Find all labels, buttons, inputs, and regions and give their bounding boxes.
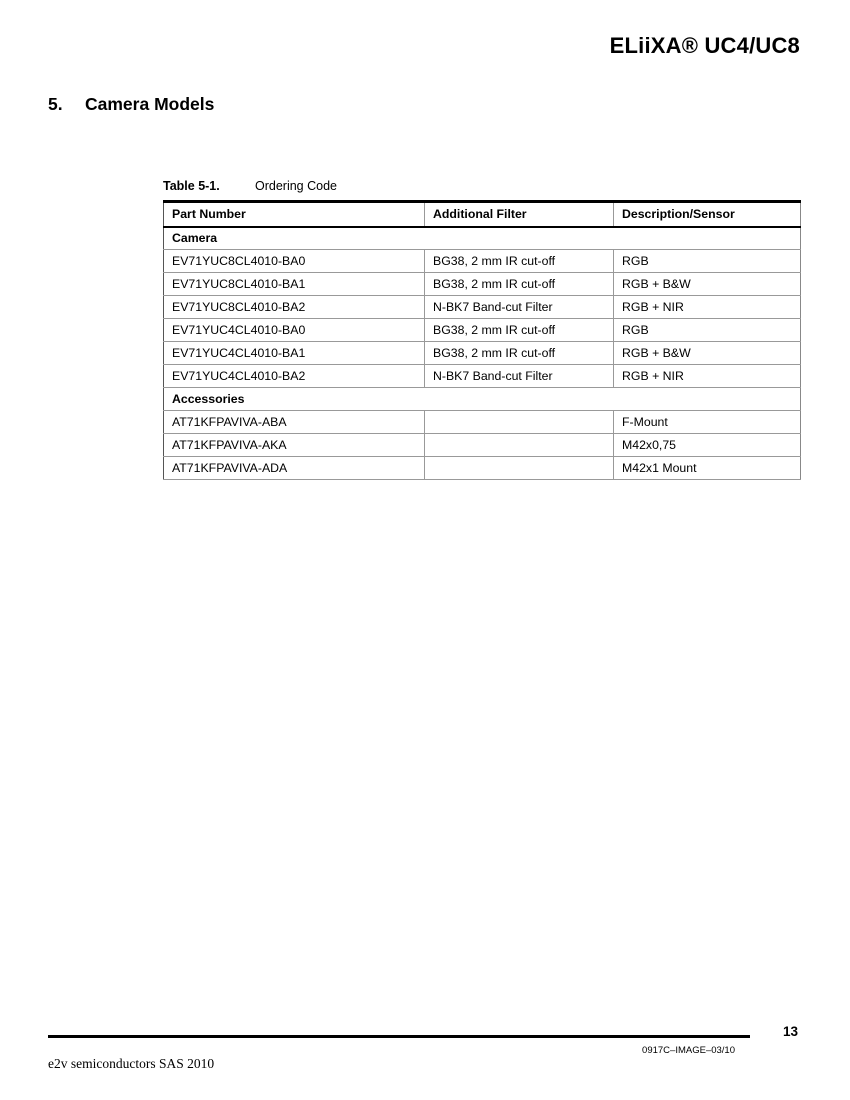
group-label: Camera bbox=[164, 227, 801, 250]
cell-additional-filter bbox=[425, 457, 614, 480]
cell-additional-filter: BG38, 2 mm IR cut-off bbox=[425, 273, 614, 296]
cell-description-sensor: RGB + NIR bbox=[614, 296, 801, 319]
group-header-row-camera bbox=[164, 227, 801, 250]
cell-additional-filter: N-BK7 Band-cut Filter bbox=[425, 296, 614, 319]
cell-description-sensor: RGB + NIR bbox=[614, 365, 801, 388]
footer-rule bbox=[48, 1035, 750, 1038]
table-row bbox=[164, 434, 801, 457]
page-number: 13 bbox=[782, 1024, 798, 1039]
group-header-row-accessories bbox=[164, 388, 801, 411]
cell-additional-filter: BG38, 2 mm IR cut-off bbox=[425, 319, 614, 342]
copyright-line: e2v semiconductors SAS 2010 bbox=[48, 1056, 215, 1071]
cell-description-sensor: M42x1 Mount bbox=[614, 457, 801, 480]
cell-additional-filter: BG38, 2 mm IR cut-off bbox=[425, 250, 614, 273]
section-number: 5. bbox=[48, 94, 63, 114]
cell-part-number: EV71YUC4CL4010-BA2 bbox=[164, 365, 425, 388]
cell-part-number: EV71YUC8CL4010-BA2 bbox=[164, 296, 425, 319]
table-row bbox=[164, 411, 801, 434]
table-row bbox=[164, 342, 801, 365]
cell-additional-filter: N-BK7 Band-cut Filter bbox=[425, 365, 614, 388]
cell-additional-filter: BG38, 2 mm IR cut-off bbox=[425, 342, 614, 365]
cell-description-sensor: F-Mount bbox=[614, 411, 801, 434]
cell-additional-filter bbox=[425, 434, 614, 457]
cell-part-number: EV71YUC8CL4010-BA1 bbox=[164, 273, 425, 296]
cell-part-number: AT71KFPAVIVA-ADA bbox=[164, 457, 425, 480]
cell-description-sensor: M42x0,75 bbox=[614, 434, 801, 457]
ordering-code-table-block bbox=[163, 179, 800, 480]
table-caption-label: Table 5-1. bbox=[163, 179, 220, 193]
table-caption bbox=[163, 179, 800, 193]
header-row bbox=[164, 202, 801, 227]
cell-description-sensor: RGB bbox=[614, 250, 801, 273]
column-header-description-sensor: Description/Sensor bbox=[614, 202, 801, 227]
cell-part-number: AT71KFPAVIVA-ABA bbox=[164, 411, 425, 434]
table-row bbox=[164, 273, 801, 296]
cell-additional-filter bbox=[425, 411, 614, 434]
document-title: ELiiXA® UC4/UC8 bbox=[609, 33, 800, 58]
table-row bbox=[164, 365, 801, 388]
ordering-code-table bbox=[163, 200, 801, 480]
cell-description-sensor: RGB + B&W bbox=[614, 342, 801, 365]
cell-part-number: EV71YUC4CL4010-BA1 bbox=[164, 342, 425, 365]
cell-part-number: AT71KFPAVIVA-AKA bbox=[164, 434, 425, 457]
column-header-part-number: Part Number bbox=[164, 202, 425, 227]
table-caption-title: Ordering Code bbox=[255, 179, 337, 193]
cell-description-sensor: RGB bbox=[614, 319, 801, 342]
table-row bbox=[164, 457, 801, 480]
table-row bbox=[164, 319, 801, 342]
section-heading bbox=[48, 94, 214, 115]
column-header-additional-filter: Additional Filter bbox=[425, 202, 614, 227]
cell-part-number: EV71YUC4CL4010-BA0 bbox=[164, 319, 425, 342]
cell-part-number: EV71YUC8CL4010-BA0 bbox=[164, 250, 425, 273]
section-title: Camera Models bbox=[85, 94, 215, 114]
table-row bbox=[164, 296, 801, 319]
document-code: 0917C–IMAGE–03/10 bbox=[642, 1045, 735, 1056]
table-row bbox=[164, 250, 801, 273]
cell-description-sensor: RGB + B&W bbox=[614, 273, 801, 296]
group-label: Accessories bbox=[164, 388, 801, 411]
